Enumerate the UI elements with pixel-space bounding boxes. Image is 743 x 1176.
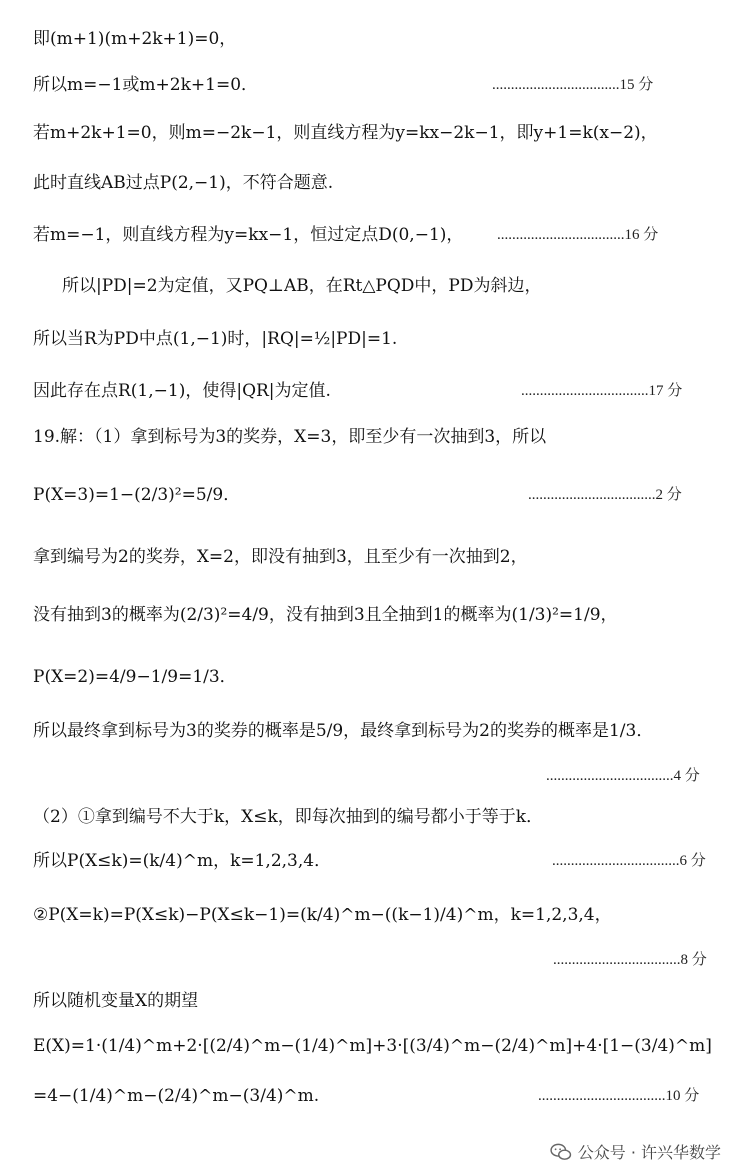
- score-16: ..................................16 分: [497, 227, 659, 243]
- score-17: ..................................17 分: [521, 383, 683, 399]
- line-1: 即(m+1)(m+2k+1)=0，: [33, 29, 237, 49]
- line-6: 所以|PD|=2为定值，又PQ⊥AB，在Rt△PQD中，PD为斜边，: [62, 276, 542, 296]
- line-15: （2）①拿到编号不大于k，X≤k，即每次抽到的编号都小于等于k．: [33, 807, 544, 827]
- q19-intro: 19.解：（1）拿到标号为3的奖券，X=3，即至少有一次抽到3，所以: [33, 427, 547, 447]
- watermark-text: 公众号 · 许兴华数学: [577, 1143, 721, 1162]
- line-14: 所以最终拿到标号为3的奖券的概率是5/9，最终拿到标号为2的奖券的概率是1/3．: [33, 721, 654, 741]
- formula-expectation-result: =4−(1/4)^m−(2/4)^m−(3/4)^m.: [33, 1086, 320, 1106]
- formula-p-eq: ②P(X=k)=P(X≤k)−P(X≤k−1)=(k/4)^m−((k−1)/4)^m，k=1,2,3,4，: [33, 905, 612, 925]
- line-2: 所以m=−1或m+2k+1=0．: [33, 75, 259, 95]
- wechat-icon: [550, 1143, 572, 1161]
- formula-p-x2: P(X=2)=4/9−1/9=1/3．: [33, 667, 237, 687]
- formula-p-x3: P(X=3)=1−(2/3)²=5/9．: [33, 485, 241, 505]
- score-15: ..................................15 分: [492, 77, 654, 93]
- line-3: 若m+2k+1=0，则m=−2k−1，则直线方程为y=kx−2k−1，即y+1=k(x−2)，: [33, 123, 658, 143]
- formula-p-leq: 所以P(X≤k)=(k/4)^m，k=1,2,3,4．: [33, 851, 332, 871]
- line-5: 若m=−1，则直线方程为y=kx−1，恒过定点D(0,−1)，: [33, 225, 464, 245]
- formula-expectation: E(X)=1·(1/4)^m+2·[(2/4)^m−(1/4)^m]+3·[(3/4)^m−(2/4)^m]+4·[1−(3/4)^m]: [33, 1036, 712, 1056]
- line-8: 因此存在点R(1,−1)，使得|QR|为定值.: [33, 381, 331, 401]
- score-10: ..................................10 分: [538, 1088, 700, 1104]
- line-11: 拿到编号为2的奖券，X=2，即没有抽到3，且至少有一次抽到2，: [33, 547, 528, 567]
- score-4: ..................................4 分: [546, 768, 700, 784]
- score-2: ..................................2 分: [528, 487, 682, 503]
- watermark: [550, 1140, 721, 1163]
- line-18: 所以随机变量X的期望: [33, 991, 199, 1011]
- score-8: ..................................8 分: [553, 952, 707, 968]
- score-6: ..................................6 分: [552, 853, 706, 869]
- line-12: 没有抽到3的概率为(2/3)²=4/9，没有抽到3且全抽到1的概率为(1/3)²=1/9，: [33, 605, 618, 625]
- line-4: 此时直线AB过点P(2,−1)，不符合题意.: [33, 173, 334, 193]
- line-7: 所以当R为PD中点(1,−1)时，|RQ|=½|PD|=1.: [33, 329, 398, 349]
